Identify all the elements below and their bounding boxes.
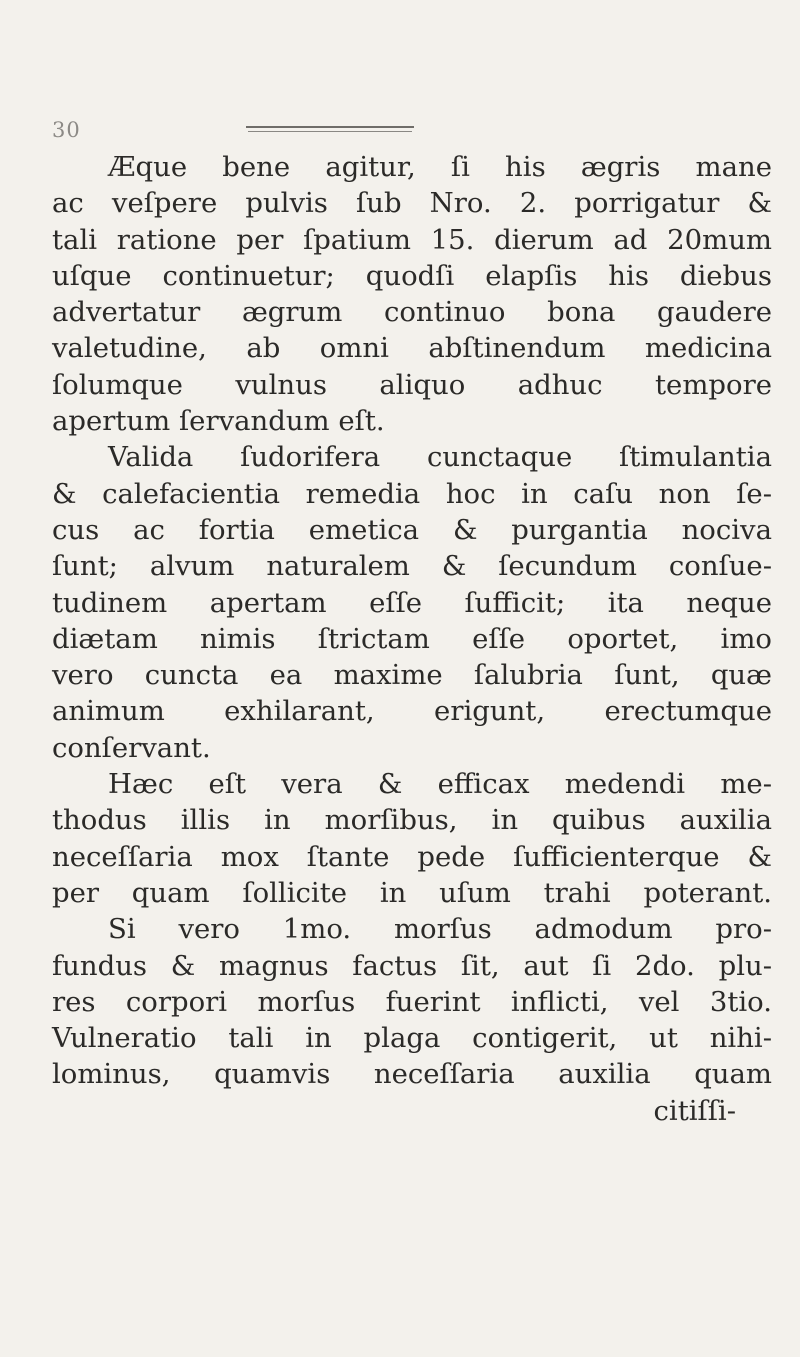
text-line: per quam ſollicite in uſum trahi poterant.	[52, 876, 772, 909]
text-line: cus ac fortia emetica & purgantia nociva	[52, 513, 772, 546]
text-line: neceſſaria mox ſtante pede ſufficienterque &	[52, 840, 772, 873]
text-line: Hæc eſt vera & efficax medendi me-	[108, 768, 772, 801]
text-line: ſolumque vulnus aliquo adhuc tempore	[52, 368, 772, 401]
header-rule-thin	[248, 131, 412, 132]
text-line: Vulneratio tali in plaga contigerit, ut nihi-	[52, 1022, 772, 1055]
page-number: 30	[52, 118, 81, 142]
text-line: advertatur ægrum continuo bona gaudere	[52, 296, 772, 329]
text-line: ac veſpere pulvis ſub Nro. 2. porrigatur &	[52, 187, 772, 220]
body-text	[52, 149, 772, 1129]
text-line: vero cuncta ea maxime ſalubria ſunt, quæ	[52, 659, 772, 692]
text-line: animum exhilarant, erigunt, erectumque	[52, 695, 772, 728]
text-line: ſunt; alvum naturalem & ſecundum conſue-	[52, 550, 772, 583]
text-line: apertum ſervandum eſt.	[52, 405, 385, 438]
text-line: fundus & magnus factus ſit, aut ſi 2do. plu-	[52, 949, 772, 982]
text-line: conſervant.	[52, 731, 211, 764]
text-line: tali ratione per ſpatium 15. dierum ad 20mum	[52, 223, 772, 256]
text-line: Si vero 1mo. morſus admodum pro-	[108, 913, 772, 946]
text-line: thodus illis in morſibus, in quibus auxilia	[52, 804, 772, 837]
text-line: uſque continuetur; quodſi elapſis his diebus	[52, 259, 772, 292]
catchword: citiſſi-	[653, 1094, 736, 1127]
header-rule	[246, 126, 414, 128]
text-line: valetudine, ab omni abſtinendum medicina	[52, 332, 772, 365]
text-line: tudinem apertam eſſe ſufficit; ita neque	[52, 586, 772, 619]
text-line: Æque bene agitur, ſi his ægris mane	[108, 151, 772, 183]
text-line: res corpori morſus fuerint inflicti, vel 3tio.	[52, 985, 772, 1018]
text-line: Valida ſudorifera cunctaque ſtimulantia	[108, 441, 772, 474]
text-line: & calefacientia remedia hoc in caſu non ſe-	[52, 477, 772, 510]
text-line: lominus, quamvis neceſſaria auxilia quam	[52, 1058, 772, 1091]
text-line: diætam nimis ſtrictam eſſe oportet, imo	[52, 622, 772, 655]
